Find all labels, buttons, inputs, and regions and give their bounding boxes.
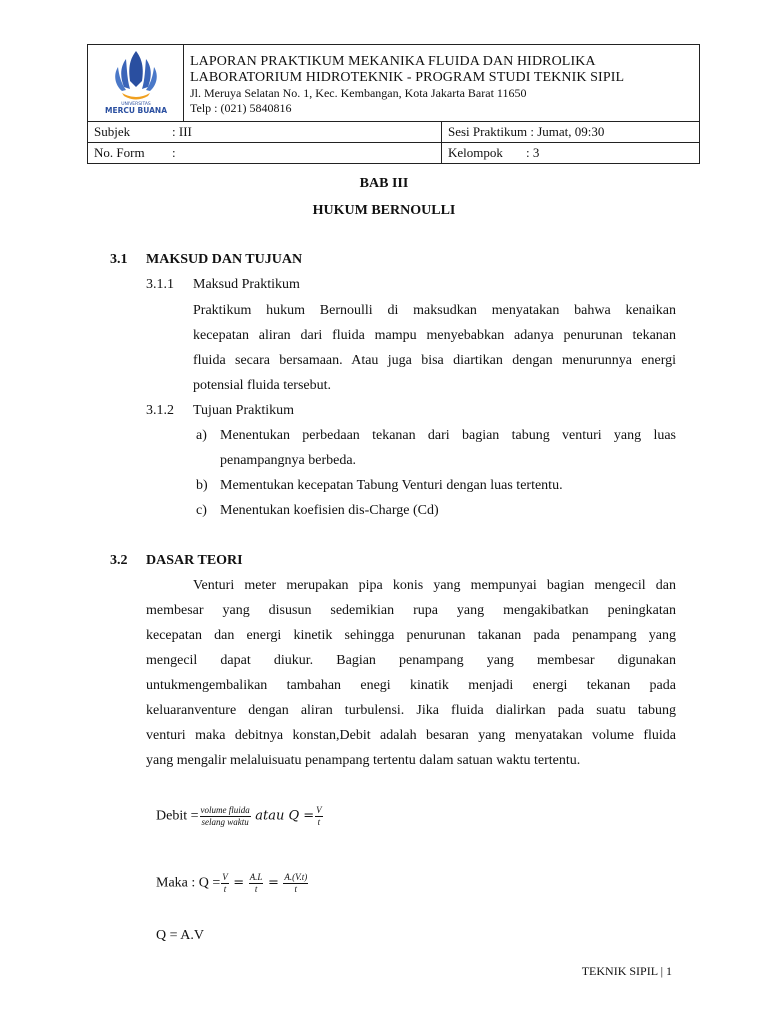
header-table xyxy=(87,44,700,164)
debit-formula xyxy=(156,805,324,828)
fraction-denominator: t xyxy=(317,817,321,827)
section-3-1-title: MAKSUD DAN TUJUAN xyxy=(146,252,303,267)
equals-sign: = xyxy=(267,875,279,891)
fraction-avt-t xyxy=(283,872,308,895)
noform-label: No. Form xyxy=(94,145,145,160)
fraction-denominator: t xyxy=(294,884,298,894)
equals-sign: = xyxy=(233,875,245,891)
chapter-number: BAB III xyxy=(359,176,409,191)
fraction-denominator: t xyxy=(223,884,227,894)
kelompok-cell xyxy=(442,143,700,164)
fraction-v-per-t xyxy=(315,805,323,828)
maka-label: Maka : Q = xyxy=(156,875,221,891)
paragraph-line: untukmengembalikan tambahan enegi kinatik menjadi energi tekanan pada xyxy=(146,678,676,693)
list-marker-c: c) xyxy=(196,503,207,518)
paragraph-line: keluaranventure dengan aliran turbulensi. Jika fluida dialirkan pada suatu tabung xyxy=(146,703,676,718)
list-item-line: Menentukan perbedaan tekanan dari bagian tabung venturi yang luas xyxy=(220,428,676,443)
section-3-1-1-title: Maksud Praktikum xyxy=(193,277,300,292)
paragraph-line: fluida secara bersamaan. Atau juga bisa diartikan dengan menurunnya energi xyxy=(193,353,676,368)
subjek-value: : III xyxy=(172,124,192,139)
paragraph-line: Venturi meter merupakan pipa konis yang mempunyai bagian mengecil dan xyxy=(193,578,676,593)
subjek-label: Subjek xyxy=(94,124,131,139)
kelompok-value: : 3 xyxy=(526,145,540,160)
atau-label: atau Q = xyxy=(255,808,315,824)
fraction-numerator: A.L xyxy=(249,872,263,882)
paragraph-line: membesar yang disusun sedemikian rupa yang mengakibatkan peningkatan xyxy=(146,603,676,618)
fraction-numerator: volume fluida xyxy=(200,805,250,815)
sesi-cell: Sesi Praktikum : Jumat, 09:30 xyxy=(442,122,700,143)
fraction-denominator: t xyxy=(254,884,258,894)
section-3-2-number: 3.2 xyxy=(110,553,128,568)
paragraph-line: potensial fluida tersebut. xyxy=(193,378,332,393)
fraction-denominator: selang waktu xyxy=(201,817,249,827)
section-3-1-2-number: 3.1.2 xyxy=(146,403,174,418)
svg-text:MERCU BUANA: MERCU BUANA xyxy=(104,106,167,115)
fraction-volume-per-time xyxy=(200,805,251,828)
list-item-line: penampangnya berbeda. xyxy=(220,453,357,468)
tujuan-item-c: Menentukan koefisien dis-Charge (Cd) xyxy=(220,503,439,518)
maka-formula xyxy=(156,872,309,895)
page-footer: TEKNIK SIPIL | 1 xyxy=(581,964,672,978)
fraction-v-t xyxy=(221,872,229,895)
fraction-numerator: V xyxy=(316,805,322,815)
q-equals-av: Q = A.V xyxy=(156,928,204,943)
maksud-paragraph xyxy=(193,298,676,398)
paragraph-line: yang mengalir melaluisuatu penampang tertentu dalam satuan waktu tertentu. xyxy=(146,753,581,768)
header-title-line2: LABORATORIUM HIDROTEKNIK - PROGRAM STUDI TEKNIK SIPIL xyxy=(190,69,625,85)
logo-cell xyxy=(88,45,184,122)
paragraph-line: venturi maka debitnya konstan,Debit adalah besaran yang menyatakan volume fluida xyxy=(146,728,676,743)
list-marker-a: a) xyxy=(196,428,207,443)
debit-label: Debit = xyxy=(156,808,199,824)
fraction-numerator: V xyxy=(222,872,228,882)
fraction-numerator: A.(V.t) xyxy=(284,872,308,882)
header-title-cell xyxy=(184,45,700,122)
fraction-al-t xyxy=(249,872,264,895)
paragraph-line: mengecil dapat diukur. Bagian penampang yang membesar digunakan xyxy=(146,653,676,668)
subjek-cell xyxy=(88,122,442,143)
noform-value: : xyxy=(172,145,176,160)
list-marker-b: b) xyxy=(196,478,208,493)
noform-cell xyxy=(88,143,442,164)
section-3-1-1-number: 3.1.1 xyxy=(146,277,174,292)
header-title-line1: LAPORAN PRAKTIKUM MEKANIKA FLUIDA DAN HIDROLIKA xyxy=(190,53,596,69)
tujuan-item-a xyxy=(220,423,676,473)
kelompok-label: Kelompok xyxy=(448,145,503,160)
section-3-2-title: DASAR TEORI xyxy=(146,553,243,568)
header-phone: Telp : (021) 5840816 xyxy=(190,100,292,115)
university-logo xyxy=(96,47,176,115)
tujuan-item-b: Mementukan kecepatan Tabung Venturi dengan luas tertentu. xyxy=(220,478,563,493)
paragraph-line: kecepatan dan energi kinetik sehingga penurunan takanan pada penampang yang xyxy=(146,628,676,643)
paragraph-line: kecepatan aliran dari fluida mampu menyebabkan adanya penurunan tekanan xyxy=(193,328,676,343)
chapter-title: HUKUM BERNOULLI xyxy=(312,203,456,218)
header-address: Jl. Meruya Selatan No. 1, Kec. Kembangan, Kota Jakarta Barat 11650 xyxy=(190,85,527,100)
section-3-1-number: 3.1 xyxy=(110,252,128,267)
dasar-teori-paragraph xyxy=(146,573,676,773)
section-3-1-2-title: Tujuan Praktikum xyxy=(193,403,294,418)
paragraph-line: Praktikum hukum Bernoulli di maksudkan menyatakan bahwa kenaikan xyxy=(193,303,676,318)
svg-text:UNIVERSITAS: UNIVERSITAS xyxy=(120,102,151,107)
